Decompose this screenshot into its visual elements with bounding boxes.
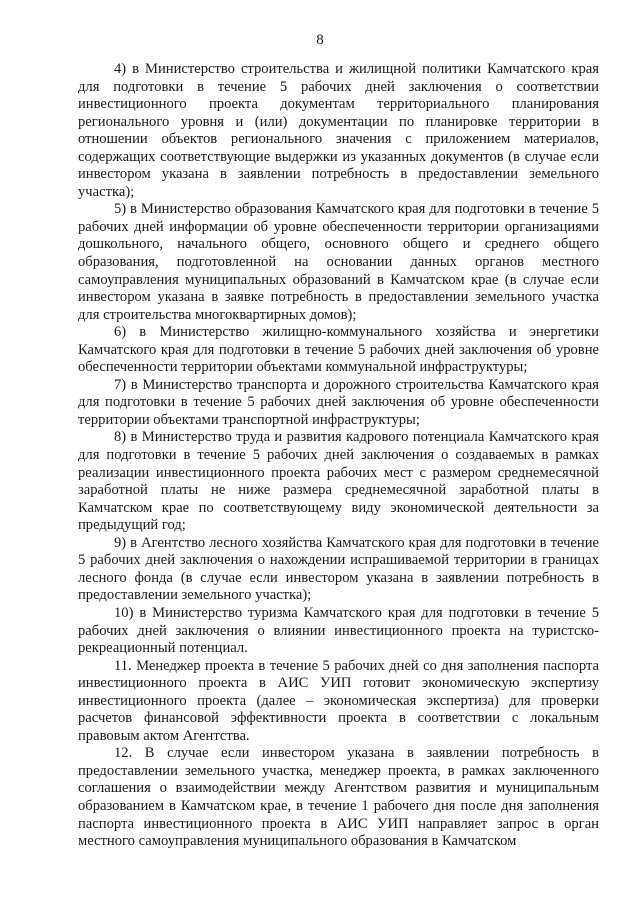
paragraph-item-9: 9) в Агентство лесного хозяйства Камчатского края для подготовки в течение 5 рабочих дней заключения о нахождении испрашиваемой территории в границах лесного фонда (в случае если инвестором указана в заявлении потребность в предоставлении земельного участка); (78, 534, 599, 604)
document-body (78, 61, 599, 851)
paragraph-clause-12: 12. В случае если инвестором указана в заявлении потребность в предоставлении земельного участка, менеджер проекта, в рамках заключенного соглашения о взаимодействии между Агентством развития и муниципальным образованием в Камчатском крае, в течение 1 рабочего дня после дня заполнения паспорта инвестиционного проекта в АИС УИП направляет запрос в орган местного самоуправления муниципального образования в Камчатском (78, 745, 599, 850)
paragraph-item-10: 10) в Министерство туризма Камчатского края для подготовки в течение 5 рабочих дней заключения о влиянии инвестиционного проекта на туристско-рекреационный потенциал. (78, 604, 599, 657)
page-number: 8 (316, 32, 324, 48)
paragraph-clause-11: 11. Менеджер проекта в течение 5 рабочих дней со дня заполнения паспорта инвестиционного проекта в АИС УИП готовит экономическую экспертизу инвестиционного проекта (далее – экономическая экспертиза) для проверки расчетов финансовой эффективности проекта в соответствии с локальным правовым актом Агентства. (78, 657, 599, 744)
paragraph-item-6: 6) в Министерство жилищно-коммунального хозяйства и энергетики Камчатского края для подготовки в течение 5 рабочих дней заключения об уровне обеспеченности территории объектами коммунальной инфраструктуры; (78, 324, 599, 376)
paragraph-item-8: 8) в Министерство труда и развития кадрового потенциала Камчатского края для подготовки в течение 5 рабочих дней заключения о создаваемых в рамках реализации инвестиционного проекта рабочих мест с размером среднемесячной заработной платы не ниже размера среднемесячной заработной платы в Камчатском крае по соответствующему виду экономической деятельности за предыдущий год; (78, 429, 599, 534)
paragraph-item-5: 5) в Министерство образования Камчатского края для подготовки в течение 5 рабочих дней информации об уровне обеспеченности территории организациями дошкольного, начального общего, основного общего и среднего общего образования, подготовленной на основании данных органов местного самоуправления муниципальных образований в Камчатском крае (в случае если инвестором указана в заявке потребность в предоставлении земельного участка для строительства многоквартирных домов); (78, 201, 599, 323)
paragraph-item-7: 7) в Министерство транспорта и дорожного строительства Камчатского края для подготовки в течение 5 рабочих дней заключения об уровне обеспеченности территории объектами транспортной инфраструктуры; (78, 376, 599, 428)
paragraph-item-4: 4) в Министерство строительства и жилищной политики Камчатского края для подготовки в течение 5 рабочих дней заключения о соответствии инвестиционного проекта документам территориального планирования регионального уровня и (или) документации по планировке территории в отношении объектов регионального значения с приложением материалов, содержащих соответствующие выдержки из указанных документов (в случае если инвестором указана в заявлении потребность в предоставлении земельного участка); (78, 61, 599, 200)
